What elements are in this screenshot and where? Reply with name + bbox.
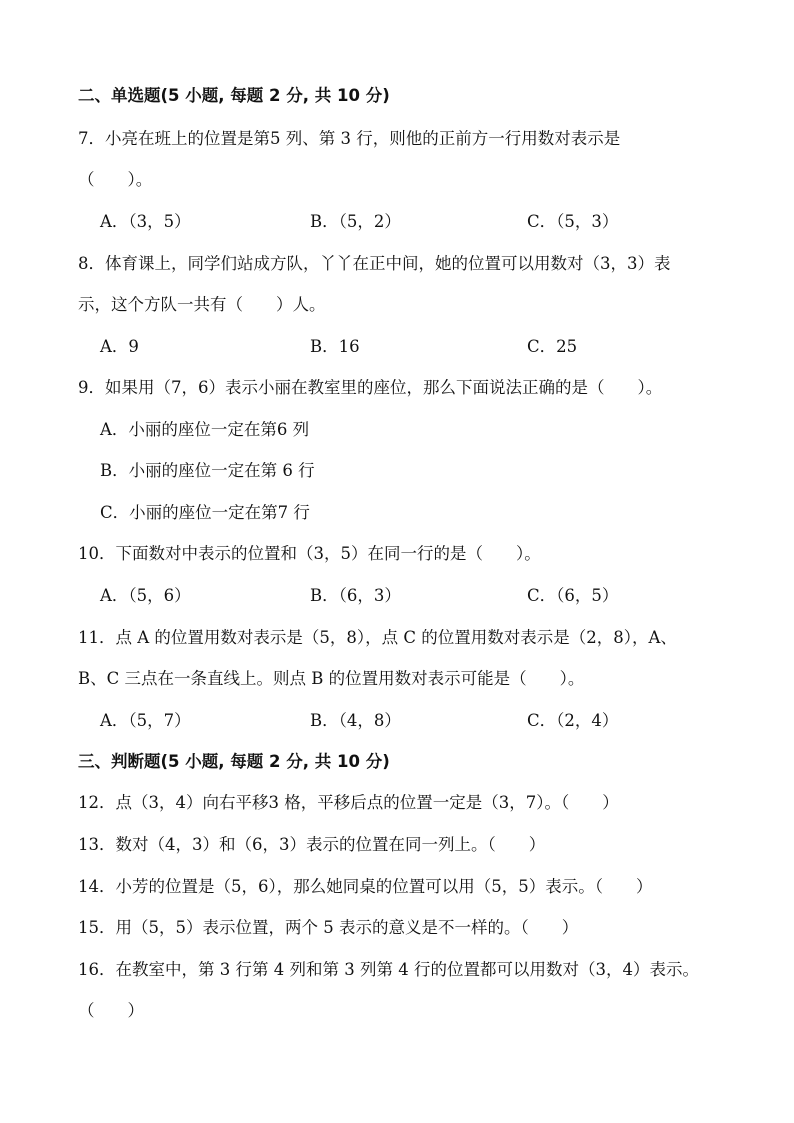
section-title-multiple-choice: 二、单选题(5 小题, 每题 2 分, 共 10 分) <box>78 86 390 105</box>
question-7-option-c: C．（5，3） <box>527 212 619 231</box>
question-9-option-b: B．小丽的座位一定在第 6 行 <box>100 461 315 480</box>
question-11-option-b: B．（4，8） <box>310 711 401 730</box>
section-title-true-false: 三、判断题(5 小题, 每题 2 分, 共 10 分) <box>78 752 390 771</box>
question-15: 15．用（5，5）表示位置，两个 5 表示的意义是不一样的。（ ） <box>78 918 579 937</box>
question-7-option-b: B．（5，2） <box>310 212 401 231</box>
question-10-option-a: A．（5，6） <box>100 586 191 605</box>
question-16-line-2: （ ） <box>78 1001 144 1020</box>
question-9-line-1: 9．如果用（7，6）表示小丽在教室里的座位，那么下面说法正确的是（ ）。 <box>78 378 663 397</box>
question-7-option-a: A．（3，5） <box>100 212 191 231</box>
question-16-line-1: 16．在教室中，第 3 行第 4 列和第 3 列第 4 行的位置都可以用数对（3，4）表示。 <box>78 960 699 979</box>
question-8-option-b: B．16 <box>310 337 360 356</box>
question-8-option-a: A．9 <box>100 337 139 356</box>
question-11-line-1: 11．点 A 的位置用数对表示是（5，8），点 C 的位置用数对表示是（2，8），A、 <box>78 628 677 647</box>
question-14: 14．小芳的位置是（5，6），那么她同桌的位置可以用（5，5）表示。（ ） <box>78 877 653 896</box>
question-9-option-c: C．小丽的座位一定在第7 行 <box>100 503 310 522</box>
question-11-option-a: A．（5，7） <box>100 711 191 730</box>
question-12: 12．点（3，4）向右平移3 格，平移后点的位置一定是（3，7）。（ ） <box>78 793 619 812</box>
question-7-line-1: 7．小亮在班上的位置是第5 列、第 3 行，则他的正前方一行用数对表示是 <box>78 129 621 148</box>
question-7-line-2: （ ）。 <box>78 170 153 189</box>
question-10-option-b: B．（6，3） <box>310 586 401 605</box>
question-11-option-c: C．（2，4） <box>527 711 619 730</box>
question-10-option-c: C．（6，5） <box>527 586 619 605</box>
question-13: 13．数对（4，3）和（6，3）表示的位置在同一列上。（ ） <box>78 835 546 854</box>
question-10-line-1: 10．下面数对中表示的位置和（3，5）在同一行的是（ ）。 <box>78 544 541 563</box>
question-8-line-1: 8．体育课上，同学们站成方队，丫丫在正中间，她的位置可以用数对（3，3）表 <box>78 254 671 273</box>
question-11-line-2: B、C 三点在一条直线上。则点 B 的位置用数对表示可能是（ ）。 <box>78 669 585 688</box>
question-9-option-a: A．小丽的座位一定在第6 列 <box>100 420 310 439</box>
question-8-option-c: C．25 <box>527 337 578 356</box>
question-8-line-2: 示，这个方队一共有（ ）人。 <box>78 295 326 314</box>
